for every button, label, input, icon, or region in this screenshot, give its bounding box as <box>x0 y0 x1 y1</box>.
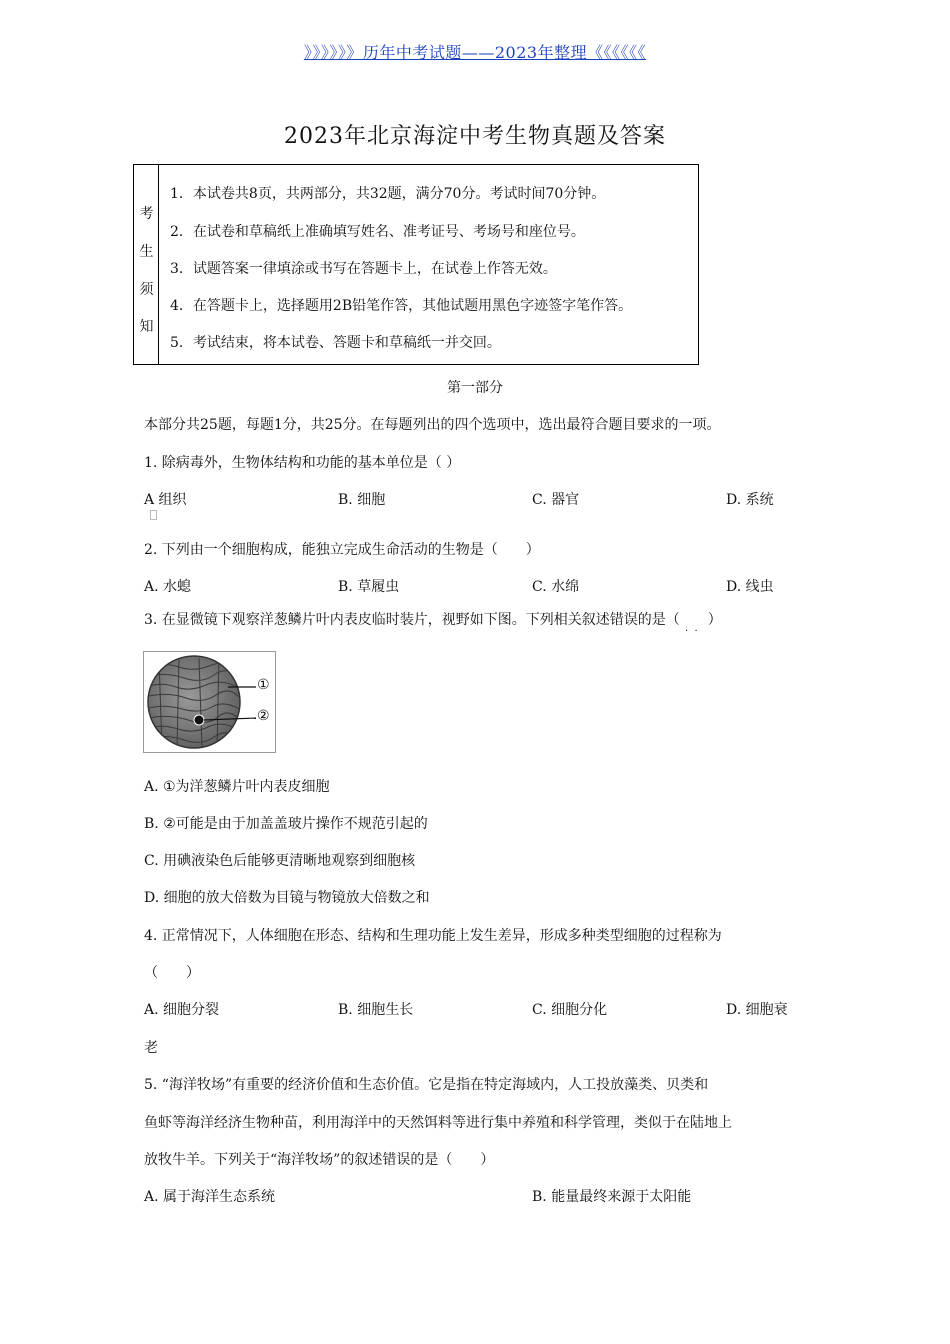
notice-side-char: 须 <box>139 282 154 298</box>
option-a: A. ①为洋葱鳞片叶内表皮细胞 <box>144 779 330 795</box>
figure-label-2: ② <box>257 708 270 724</box>
question-stem: 5. “海洋牧场”有重要的经济价值和生态价值。它是指在特定海域内，人工投放藻类、贝类和 <box>144 1077 709 1093</box>
question-stem: 放牧牛羊。下列关于“海洋牧场”的叙述错误的是（ ） <box>144 1152 495 1168</box>
option-b: B. 草履虫 <box>338 579 400 595</box>
question-stem: 2. 下列由一个细胞构成，能独立完成生命活动的生物是（ ） <box>144 542 540 558</box>
notice-side-char: 生 <box>139 244 154 260</box>
option-d: D. 细胞衰 <box>726 1002 788 1018</box>
notice-item: 3．试题答案一律填涂或书写在答题卡上，在试卷上作答无效。 <box>170 261 557 277</box>
option-b: B. 能量最终来源于太阳能 <box>532 1189 692 1205</box>
question-stem: 鱼虾等海洋经济生物种苗，利用海洋中的天然饵料等进行集中养殖和科学管理，类似于在陆地上 <box>144 1115 732 1131</box>
option-a: A. 水螅 <box>144 579 192 595</box>
microscope-figure <box>143 651 276 753</box>
notice-side-char: 考 <box>139 206 154 222</box>
option-a: A 组织 <box>144 492 187 508</box>
option-a: A. 属于海洋生态系统 <box>144 1189 276 1205</box>
part-title: 第一部分 <box>447 380 503 396</box>
notice-side-char: 知 <box>139 319 154 335</box>
option-c: C. 水绵 <box>532 579 580 595</box>
figure-label-1: ① <box>257 677 270 693</box>
notice-item: 5．考试结束，将本试卷、答题卡和草稿纸一并交回。 <box>170 335 501 351</box>
page-title: 2023年北京海淀中考生物真题及答案 <box>284 124 666 149</box>
microscope-view-svg <box>144 652 275 752</box>
option-a: A. 细胞分裂 <box>144 1002 220 1018</box>
option-b: B. ②可能是由于加盖盖玻片操作不规范引起的 <box>144 816 428 832</box>
option-b: B. 细胞 <box>338 492 386 508</box>
notice-item: 2．在试卷和草稿纸上准确填写姓名、准考证号、考场号和座位号。 <box>170 224 585 240</box>
question-stem-cont: （ ） <box>144 965 200 981</box>
question-stem: 4. 正常情况下，人体细胞在形态、结构和生理功能上发生差异，形成多种类型细胞的过程称为 <box>144 928 722 944</box>
notice-side-label <box>134 165 159 364</box>
option-d: D. 线虫 <box>726 579 774 595</box>
option-b: B. 细胞生长 <box>338 1002 414 1018</box>
anchor-mark <box>150 510 157 520</box>
option-d: D. 系统 <box>726 492 774 508</box>
question-stem: 3. 在显微镜下观察洋葱鳞片叶内表皮临时装片，视野如下图。下列相关叙述错误的是（ ） <box>144 612 722 628</box>
option-d-cont: 老 <box>144 1040 158 1056</box>
option-c: C. 细胞分化 <box>532 1002 608 1018</box>
option-c: C. 用碘液染色后能够更清晰地观察到细胞核 <box>144 853 416 869</box>
emphasis-dots: · · <box>685 626 698 637</box>
question-stem: 1. 除病毒外，生物体结构和功能的基本单位是（ ） <box>144 455 461 471</box>
option-d: D. 细胞的放大倍数为目镜与物镜放大倍数之和 <box>144 890 430 906</box>
part-intro: 本部分共25题，每题1分，共25分。在每题列出的四个选项中，选出最符合题目要求的一项。 <box>144 417 721 433</box>
notice-item: 4．在答题卡上，选择题用2B铅笔作答，其他试题用黑色字迹签字笔作答。 <box>170 298 633 314</box>
header-link[interactable]: 》》》》》》历年中考试题——2023年整理《《《《《《 <box>303 43 647 62</box>
option-c: C. 器官 <box>532 492 580 508</box>
notice-item: 1．本试卷共8页，共两部分，共32题，满分70分。考试时间70分钟。 <box>170 186 606 202</box>
